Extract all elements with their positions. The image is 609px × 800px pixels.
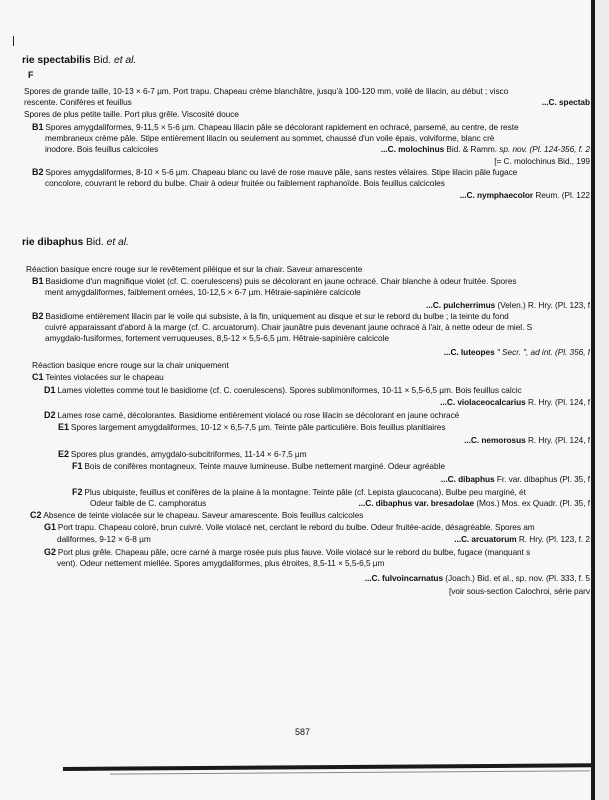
- species-name: ...C. nymphaecolor Reum. (Pl. 122: [459, 190, 590, 200]
- key-line: concolore, couvrant le rebord du bulbe. Chair à odeur fruitée ou faiblement raphanoïde. Bois feuillus calcicoles: [45, 178, 445, 188]
- key-entry-c1: C1 Teintes violacées sur le chapeau: [32, 372, 164, 382]
- key-line: Spores de grande taille, 10-13 × 6-7 µm. Port trapu. Chapeau crème blanchâtre, jusqu'à 100-120 mm, voilé de lilacin, au début ; visco: [24, 86, 509, 96]
- key-line: inodore. Bois feuillus calcicoles ...C. molochinus Bid. & Ramm. sp. nov. (Pl. 124-356, f. 2: [45, 144, 590, 154]
- key-line: vent). Odeur nettement miellée. Spores amygdaliformes, plus étroites, 8,5-11 × 5,5-6,5 µm: [57, 558, 385, 568]
- species-name: ...C. nemorosus R. Hry. (Pl. 124, f: [464, 435, 590, 445]
- key-line: cuivré apparaissant d'abord à la marge (cf. C. arcuatorum). Chair jaunâtre puis devenant jaune ochracé à l'air, à nette odeur de miel. S: [45, 322, 533, 332]
- binding-edge: [591, 0, 595, 800]
- species-name: ...C. violaceocalcarius R. Hry. (Pl. 124, f: [440, 397, 590, 407]
- key-entry-d2: D2 Lames rose carné, décolorantes. Basidiome entièrement violacé ou rose lilacin se décolorant en jaune ochracé: [44, 410, 460, 420]
- species-name: ...C. pulcherrimus (Velen.) R. Hry. (Pl. 123, f: [426, 300, 590, 310]
- key-entry-c2: C2 Absence de teinte violacée sur le chapeau. Saveur amarescente. Bois feuillus calcicoles: [30, 510, 364, 520]
- synonym-note: [= C. molochinus Bid., 199: [494, 156, 590, 166]
- key-line: Spores de plus petite taille. Port plus grêle. Viscosité douce: [24, 109, 239, 119]
- key-line: Odeur faible de C. camphoratus ...C. dibaphus var. bresadolae (Mos.) Mos. ex Quadr. (Pl. 35, f: [90, 498, 590, 508]
- scan-border-line: [63, 763, 593, 771]
- species-name: ...C. fulvoincarnatus (Joach.) Bid. et al., sp. nov. (Pl. 333, f. 5: [364, 573, 590, 583]
- key-entry-b2: B2 Spores amygdaliformes, 8-10 × 5-6 µm. Chapeau blanc ou lavé de rose mauve pâle, sans restes vélaires. Stipe lilacin pâle fugace: [32, 167, 518, 177]
- page-number: 587: [295, 727, 311, 737]
- section-dibaphus-title: rie dibaphus Bid. et al.: [22, 237, 129, 248]
- key-entry-b2: B2 Basidiome entièrement lilacin par le voile qui subsiste, à la fin, uniquement au disque et sur le rebord du bulbe ; la teinte du fond: [32, 311, 509, 321]
- key-entry-f2: F2 Plus ubiquiste, feuillus et conifères de la plaine à la montagne. Teinte pâle (cf. Lepista glaucocana). Bulbe peu marginé, ét: [72, 487, 526, 497]
- key-entry-e1: E1 Spores largement amygdaliformes, 10-12 × 6,5-7,5 µm. Teinte pâle particulière. Bois feuillus planitiaires: [58, 422, 446, 432]
- key-entry-e2: E2 Spores plus grandes, amygdalo-subcitriformes, 11-14 × 6-7,5 µm: [58, 449, 307, 459]
- key-line: daliformes, 9-12 × 6-8 µm ...C. arcuatorum R. Hry. (Pl. 123, f. 2: [57, 534, 590, 544]
- species-name: ...C. dibaphus Fr. var. dibaphus (Pl. 35, f: [440, 474, 590, 484]
- key-entry-b1: B1 Basidiome d'un magnifique violet (cf. C. coerulescens) puis se décolorant en jaune ochracé. Chair blanche à odeur fruitée. Spores: [32, 276, 517, 286]
- key-entry-g1: G1 Port trapu. Chapeau coloré, brun cuivré. Voile violacé net, cerclant le rebord du bulbe. Odeur fruitée-acide, désagréable. Spores am: [44, 522, 535, 532]
- binding-shadow: [595, 0, 609, 800]
- scan-border-line: [110, 770, 590, 774]
- key-entry-d1: D1 Lames violettes comme tout le basidiome (cf. C. coerulescens). Spores sublimoniformes, 10-11 × 5,5-6,5 µm. Bois feuillus calcic: [44, 385, 522, 395]
- key-line: Réaction basique encre rouge sur le revêtement piléique et sur la chair. Saveur amarescente: [26, 264, 363, 274]
- key-entry-b1: B1 Spores amygdaliformes, 9-11,5 × 5-6 µm. Chapeau lilacin pâle se décolorant rapidement en ochracé, parsemé, au centre, de reste: [32, 122, 519, 132]
- key-marker: F: [28, 70, 34, 80]
- key-line: amygdalo-fusiformes, fortement verruqueuses, 8,5-12 × 5,5-6,5 µm. Hêtraie-sapinière calcicole: [45, 333, 389, 343]
- scan-mark: [13, 36, 14, 46]
- key-entry-f1: F1 Bois de conifères montagneux. Teinte mauve lumineuse. Bulbe nettement marginé. Odeur agréable: [72, 461, 445, 471]
- key-line: ment amygdaliformes, faiblement ornées, 10-12,5 × 6-7 µm. Hêtraie-sapinière calcicole: [45, 287, 361, 297]
- key-entry-g2: G2 Port plus grêle. Chapeau pâle, ocre carné à marge rosée puis plus fauve. Voile violacé sur le rebord du bulbe, fugace (manquant s: [44, 547, 531, 557]
- section-spectabilis-title: rie spectabilis Bid. et al.: [22, 55, 137, 66]
- key-line: rescente. Conifères et feuillus ...C. spectab: [24, 97, 590, 107]
- key-line: membraneux crème pâle. Stipe entièrement lilacin ou seulement au sommet, chaussé d'un voile épais, volviforme, blanc crè: [45, 133, 495, 143]
- key-line: Réaction basique encre rouge sur la chair uniquement: [32, 360, 229, 370]
- cross-reference: [voir sous-section Calochroi, série parv: [449, 586, 590, 596]
- species-name: ...C. luteopes " Secr. ", ad int. (Pl. 356, f: [443, 347, 590, 357]
